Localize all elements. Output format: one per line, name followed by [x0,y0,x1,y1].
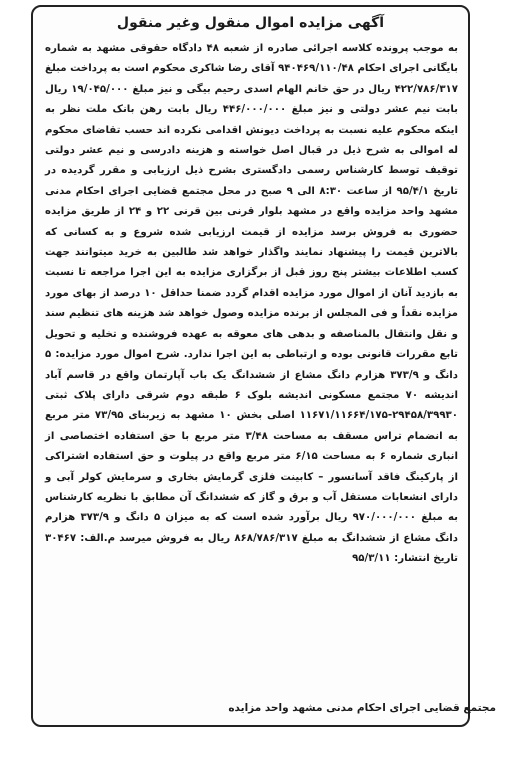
notice-body: به موجب پرونده کلاسه اجرائی صادره از شعبه ۴۸ دادگاه حقوقی مشهد به شماره بایگانی اجرای احکام ۹۴۰۴۶۹/۱۱۰/۴۸ آقای رضا شاکری محکوم است به پرداخت مبلغ ۴۲۲/۷۸۶/۳۱۷ ریال در حق خانم الهام اسدی رحیم بیگی و نیز مبلغ ۱۹/۰۴۵/۰۰۰ ریال بابت نیم عشر دولتی و نیز مبلغ ۴۴۶/۰۰۰/۰۰۰ ریال بابت رهن بانک ملت نظر به اینکه محکوم علیه نسبت به پرداخت دیونش اقدامی نکرده اند حسب تقاضای محکوم له اموالی به شرح ذیل در قبال اصل خواسته و هزینه دادرسی و نیم عشر دولتی توقیف توسط کارشناس رسمی دادگستری بشرح ذیل ارزیابی و مقرر گردیده در تاریخ ۹۵/۴/۱ از ساعت ۸:۳۰ الی ۹ صبح در محل مجتمع قضایی اجرای احکام مدنی مشهد واحد مزایده واقع در مشهد بلوار قرنی بین قرنی ۲۲ و ۲۴ از طریق مزایده حضوری به فروش برسد مزایده از قیمت ارزیابی شده شروع و به کسانی که بالاترین قیمت را پیشنهاد نمایند واگذار خواهد شد طالبین به خرید میتوانند جهت کسب اطلاعات بیشتر پنج روز قبل از برگزاری مزایده به این اجرا مراجعه تا نسبت به بازدید آنان از اموال مورد مزایده اقدام گردد ضمنا حداقل ۱۰ درصد از بهای مورد مزایده نقداً و فی المجلس از برنده مزایده وصول خواهد شد هزینه های تنظیم سند و نقل وانتقال بالمناصفه و بدهی های معوقه به عهده فروشنده و تخلیه و تحویل تابع مقررات قانونی بوده و ارتباطی به این اجرا ندارد. شرح اموال مورد مزایده: ۵ دانگ و ۳۷۳/۹ هزارم دانگ مشاع از ششدانگ یک باب آپارتمان واقع در قاسم آباد اندیشه ۷۰ مجتمع مسکونی اندیشه بلوک ۶ طبقه دوم شرقی دارای پلاک ثبتی ۲۹۴۵۸/۳۹۹۳۰-۱۱۶۷۱/۱۱۶۶۴/۱۷۵ اصلی بخش ۱۰ مشهد به زیربنای ۷۳/۹۵ متر مربع به انضمام تراس مسقف به مساحت ۳/۴۸ متر مربع با حق استفاده اختصاصی از انباری شماره ۶ به مساحت ۶/۱۵ متر مربع واقع در پیلوت و حق استفاده اشتراکی از پارکینگ فاقد آسانسور – کابینت فلزی گرمایش بخاری و سرمایش کولر آبی و دارای انشعابات مستقل آب و برق و گاز که ششدانگ آن مطابق با نظریه کارشناس به مبلغ ۹۷۰/۰۰۰/۰۰۰ ریال برآورد شده است که به میزان ۵ دانگ و ۳۷۳/۹ هزارم دانگ مشاع از ششدانگ به مبلغ ۸۶۸/۷۸۶/۳۱۷ ریال به فروش میرسد م.الف: ۳۰۴۶۷ تاریخ انتشار: ۹۵/۳/۱۱ [45,43,459,565]
notice-title: آگهی مزایده اموال منقول وغیر منقول [116,15,385,31]
notice-signature: مجتمع قضایی اجرای احکام مدنی مشهد واحد مزایده [228,702,496,714]
notice-frame [31,5,470,727]
